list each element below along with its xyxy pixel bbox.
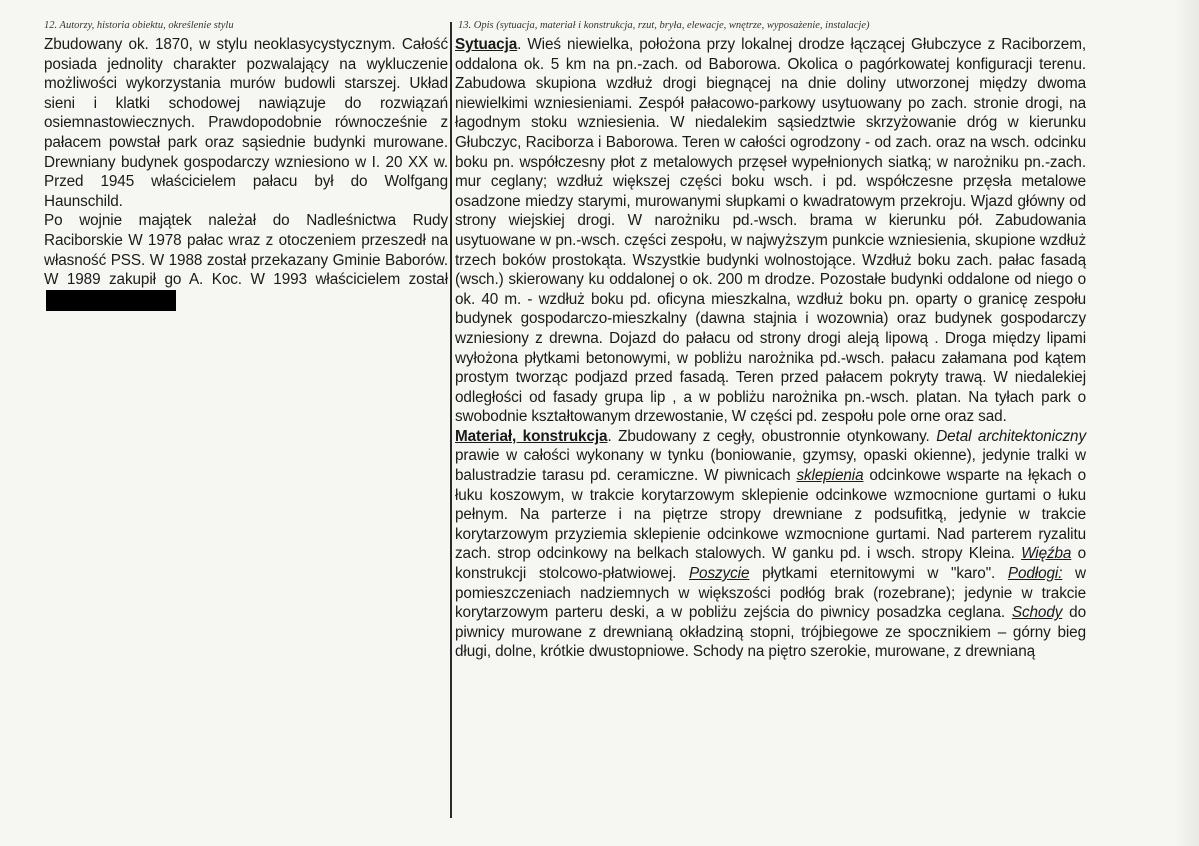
section-12-header: 12. Autorzy, historia obiektu, określenie stylu bbox=[44, 20, 234, 31]
material-text-2: prawie w całości wykonany w tynku (boniowanie, gzymsy, opaski okienne), jedynie tralki w balustradzie tarasu pd. ceramiczne. W piwnicach bbox=[455, 447, 1086, 485]
material-text-1: . Zbudowany z cegły, obustronnie otynkowany. bbox=[607, 427, 937, 445]
poszycie-term: Poszycie bbox=[688, 565, 750, 583]
scan-edge-shadow bbox=[1175, 0, 1199, 846]
material-heading: Materiał, konstrukcja bbox=[455, 427, 608, 445]
redaction-bar bbox=[46, 290, 176, 311]
material-text-7: do piwnicy murowane z drewnianą okładziną stopni, trójbiegowe ze spocznikiem – górny bieg długi, dolne, krótkie dwustopniowe. Schody na piętro szerokie, murowane, z drewnianą bbox=[455, 604, 1086, 661]
history-paragraph-1: Zbudowany ok. 1870, w stylu neoklasycystycznym. Całość posiada jednolity charakter pozwalający na wykluczenie możliwości wykorzystania murów budowli starszej. Układ sieni i klatki schodowej nawiązuje do rozwiązań osiemnastowiecznych. Prawdopodobnie równocześnie z pałacem powstał park oraz sąsiednie budynki murowane. Drewniany budynek gospodarczy wzniesiono w I. 20 XX w. Przed 1945 właścicielem pałacu był do Wolfgang Haunschild. bbox=[44, 36, 448, 210]
sytuacja-text: . Wieś niewielka, położona przy lokalnej drodze łączącej Głubczyce z Raciborzem, oddalona ok. 5 km na pn.-zach. od Baborowa. Okolica o pagórkowatej konfiguracji terenu. Zabudowa skupiona wzdłuż drogi biegnącej na dnie doliny utworzonej między dwoma niewielkimi wzniesieniami. Zespół pałacowo-parkowy usytuowany po zach. stronie drogi, na łagodnym stoku wzniesienia. W niedalekim sąsiedztwie skrzyżowanie dróg w kierunku Głubczyc, Raciborza i Baborowa. Teren w całości ogrodzony - od zach. oraz na wsch. odcinku boku pn. współczesny płot z metalowych przęseł wypełnionych siatką; w narożniku pn.-zach. mur ceglany; wzdłuż większej części boku wsch. i pd. współczesne przęsła metalowe osadzone miedzy starymi, murowanymi słupkami o kwadratowym przekroju. Wjazd główny od strony wiejskiej drogi. W narożniku pd.-wsch. brama w kierunku pół. Zabudowania usytuowane w pn.-wsch. części zespołu, w najwyższym punkcie wzniesienia, skupione wzdłuż trzech boków prostokąta. Wszystkie budynki wolnostojące. Wzdłuż boku zach. pałac fasadą (wsch.) skierowany ku oddalonej o ok. 200 m drodze. Pozostałe budynki oddalone od niego o ok. 40 m. - wzdłuż boku pd. oficyna mieszkalna, wzdłuż boku pn. oparty o granicę zespołu budynek gospodarczo-mieszkalny (dawna stajnia i wozownia) oraz budynek gospodarczy wzniesiony z drewna. Dojazd do pałacu od strony drogi aleją lipową . Droga między lipami wyłożona płytkami betonowymi, w pobliżu narożnika pd.-wsch. pałacu załamana pod kątem prostym tworząc podjazd przed fasadą. Teren przed pałacem pokryty trawą. W niedalekiej odległości od fasady grupa lip , a w pobliżu narożnika pn.-wsch. platan. Na tyłach park o swobodnie kształtowanym drzewostanie, W części pd. zespołu pole orne oraz sad. bbox=[455, 36, 1086, 426]
sytuacja-heading: Sytuacja bbox=[455, 36, 518, 53]
material-text-5: płytkami eternitowymi w "karo". bbox=[749, 565, 1008, 583]
history-paragraph-2 bbox=[44, 211, 448, 311]
schody-term: Schody bbox=[1011, 604, 1063, 622]
wiezba-term: Więźba bbox=[1021, 545, 1072, 563]
history-paragraph-2-text: Po wojnie majątek należał do Nadleśnictwa Rudy Raciborskie W 1978 pałac wraz z otoczeniem przeszedł na własność PSS. W 1988 został przekazany Gminie Baborów. W 1989 zakupił go A. Koc. W 1993 właścicielem został bbox=[44, 212, 448, 289]
detal-term: Detal architektoniczny bbox=[936, 427, 1086, 445]
description-text bbox=[455, 35, 1086, 662]
material-text-3: odcinkowe wsparte na łękach o łuku koszowym, w trakcie korytarzowym sklepienie odcinkowe wzmocnione gurtami o łuku pełnym. Na parterze i na piętrze stropy drewniane z podsufitką, jedynie w trakcie korytarzowym przyziemia sklepienie odcinkowe wzmocnione gurtami. Nad parterem ryzalitu zach. strop odcinkowy na belkach stalowych. W ganku pd. i wsch. stropy Kleina. bbox=[455, 467, 1086, 563]
sklepienia-term: sklepienia bbox=[796, 467, 864, 485]
sytuacja-paragraph bbox=[455, 35, 1086, 427]
material-text-6: w pomieszczeniach nadziemnych w większości podłóg brak (rozebrane); jedynie w trakcie korytarzowym parteru deski, a w pobliżu zejścia do piwnicy posadzka ceglana. bbox=[455, 565, 1086, 622]
history-text bbox=[44, 35, 448, 311]
material-paragraph bbox=[455, 427, 1086, 662]
material-text-4: o konstrukcji stolcowo-płatwiowej. bbox=[455, 545, 1086, 583]
column-divider bbox=[450, 22, 452, 818]
podlogi-term: Podłogi: bbox=[1007, 565, 1063, 583]
section-13-header: 13. Opis (sytuacja, materiał i konstrukcja, rzut, bryła, elewacje, wnętrze, wyposażenie, instalacje) bbox=[458, 20, 870, 31]
